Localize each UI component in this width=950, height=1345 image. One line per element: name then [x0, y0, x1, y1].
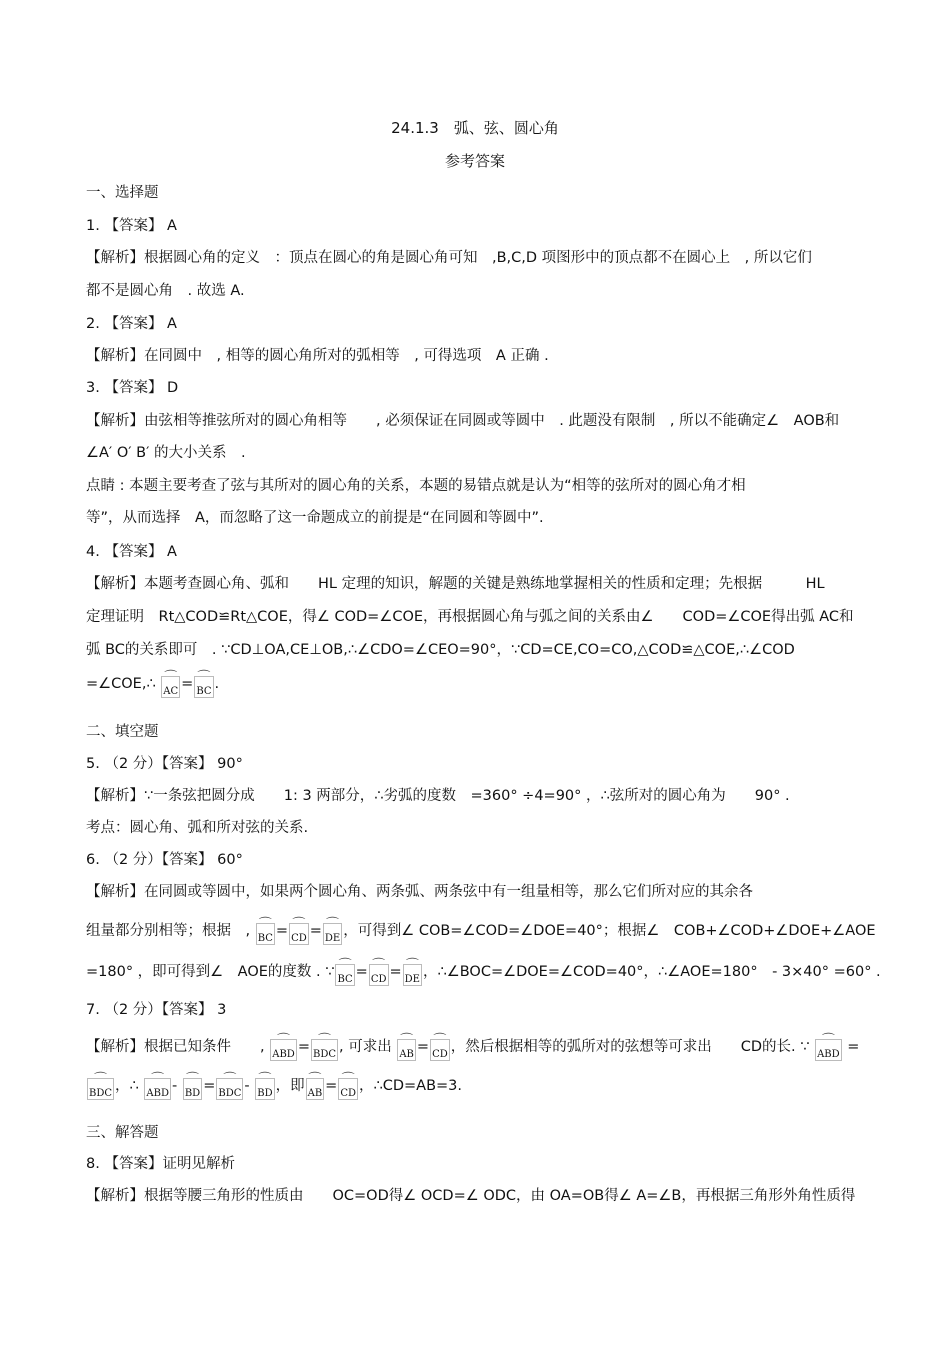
text-line: 弧 BC的关系即可 . ∵CD⊥OA,CE⊥OB,∴∠CDO=∠CEO=90°，∵CD=CE,CO=CO,△COD≌△COE,∴∠COD [86, 642, 795, 658]
arc-symbol: ⌒ BDC [311, 1039, 338, 1061]
arc-symbol: ⌒ BDC [216, 1078, 243, 1100]
text-line: 都不是圆心角 . 故选 A. [86, 283, 245, 299]
arc-symbol: ⌒ ABD [815, 1039, 842, 1061]
text-line: 【解析】本题考查圆心角、弧和 HL 定理的知识，解题的关键是熟练地掌握相关的性质和定理；先根据 HL [86, 576, 825, 592]
text-line: 一、选择题 [86, 185, 159, 201]
text-line: 2. 【答案】 A [86, 316, 177, 332]
text-line: 【解析】由弦相等推弦所对的圆心角相等 , 必须保证在同圆或等圆中 . 此题没有限制 , 所以不能确定∠ AOB和 [86, 413, 840, 429]
arc-symbol: ⌒ AB [306, 1078, 325, 1100]
text-line: 二、填空题 [86, 724, 159, 740]
text-line: 三、解答题 [86, 1125, 159, 1141]
text-line: 【解析】根据等腰三角形的性质由 OC=OD得∠ OCD=∠ ODC，由 OA=OB得∠ A=∠B，再根据三角形外角性质得 [86, 1188, 856, 1204]
text-line: 5. （2 分）【答案】 90° [86, 756, 243, 772]
text-line: 【解析】在同圆中 , 相等的圆心角所对的弧相等 , 可得选项 A 正确 . [86, 348, 549, 364]
text-line: 【解析】根据圆心角的定义 ：顶点在圆心的角是圆心角可知 ,B,C,D 项图形中的顶点都不在圆心上 , 所以它们 [86, 250, 812, 266]
text-line: 4. 【答案】 A [86, 544, 177, 560]
text-line: 【解析】∵一条弦把圆分成 1: 3 两部分，∴劣弧的度数 =360° ÷4=90° ，∴弦所对的圆心角为 90° . [86, 788, 790, 804]
text-line: 3. 【答案】 D [86, 380, 179, 396]
text-line: 7. （2 分）【答案】 3 [86, 1002, 227, 1018]
text-line: 考点：圆心角、弧和所对弦的关系. [86, 820, 309, 836]
arc-symbol: ⌒ ABD [270, 1039, 297, 1061]
arc-symbol: ⌒ CD [338, 1078, 358, 1100]
arc-symbol: ⌒ BC [335, 964, 354, 986]
arc-symbol: ⌒ BD [183, 1078, 202, 1100]
text-line: 6. （2 分）【答案】 60° [86, 852, 243, 868]
arc-symbol: ⌒ CD [289, 923, 309, 945]
page-subtitle: 参考答案 [444, 152, 505, 170]
arc-symbol: ⌒ CD [369, 964, 389, 986]
arc-symbol: ⌒ ABD [144, 1078, 171, 1100]
text-line: 等”，从而选择 A，而忽略了这一命题成立的前提是“在同圆和等圆中”. [86, 510, 544, 526]
text-line: 8. 【答案】证明见解析 [86, 1156, 235, 1172]
arc-symbol: ⌒ BD [255, 1078, 274, 1100]
text-line: 【解析】根据已知条件 , ⌒ ABD =⌒ BDC , 可求出 ⌒ AB =⌒ CD ，然后根据相等的弧所对的弦想等可求出 CD的长. ∵ ⌒ ABD = [86, 1037, 866, 1061]
text-line: 【解析】在同圆或等圆中，如果两个圆心角、两条弧、两条弦中有一组量相等，那么它们所对应的其余各 [86, 884, 753, 900]
page-title: 24.1.3 弧、弦、圆心角 [391, 119, 559, 137]
arc-symbol: ⌒ DE [403, 964, 422, 986]
arc-symbol: ⌒ DE [323, 923, 342, 945]
arc-symbol: ⌒ BC [256, 923, 275, 945]
text-line: 1. 【答案】 A [86, 218, 177, 234]
arc-symbol: ⌒ BDC [87, 1078, 114, 1100]
arc-symbol: ⌒ AB [397, 1039, 416, 1061]
text-line: ∠A′ O′ B′ 的大小关系 . [86, 445, 246, 461]
text-line: =∠COE,∴ ⌒ AC =⌒ BC . [86, 674, 866, 698]
arc-symbol: ⌒ CD [430, 1039, 450, 1061]
text-line: 定理证明 Rt△COD≌Rt△COE，得∠ COD=∠COE，再根据圆心角与弧之间的关系由∠ COD=∠COE得出弧 AC和 [86, 609, 854, 625]
text-line: 组量都分别相等；根据 , ⌒ BC =⌒ CD =⌒ DE ，可得到∠ COB=∠COD=∠DOE=40°；根据∠ COB+∠COD+∠DOE+∠AOE [86, 921, 866, 945]
text-line: ⌒ BDC ，∴ ⌒ ABD - ⌒ BD =⌒ BDC - ⌒ BD ，即⌒ AB =⌒ CD ，∴CD=AB=3. [86, 1076, 866, 1100]
arc-symbol: ⌒ AC [161, 676, 180, 698]
arc-symbol: ⌒ BC [194, 676, 213, 698]
text-line: =180° ，即可得到∠ AOE的度数 . ∵⌒ BC =⌒ CD =⌒ DE ，∴∠BOC=∠DOE=∠COD=40°，∴∠AOE=180° - 3×40° =60° . [86, 962, 866, 986]
text-line: 点睛 : 本题主要考查了弦与其所对的圆心角的关系，本题的易错点就是认为“相等的弦所对的圆心角才相 [86, 478, 746, 494]
